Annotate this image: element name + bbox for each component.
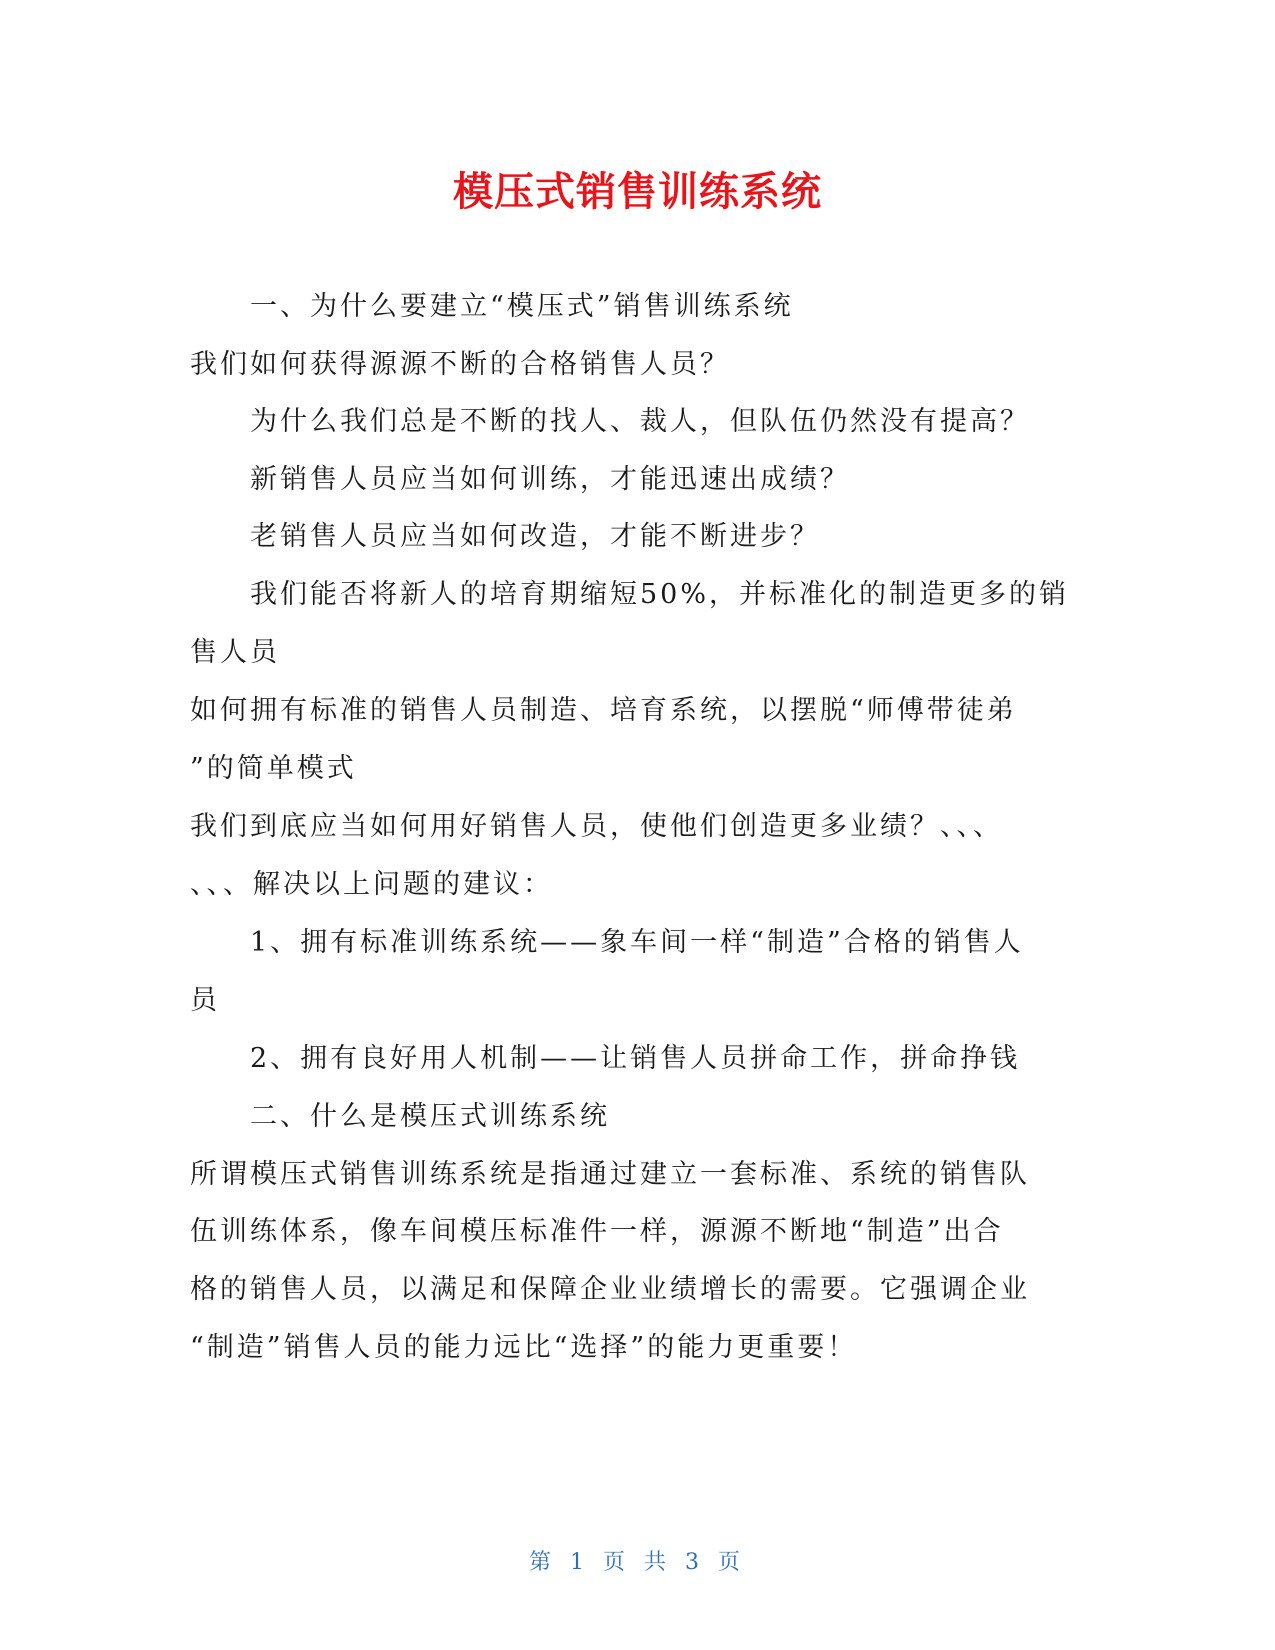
body-line: 我们如何获得源源不断的合格销售人员？ [190, 349, 730, 380]
body-line: 员 [190, 985, 220, 1016]
body-line: 我们能否将新人的培育期缩短50%，并标准化的制造更多的销 [250, 579, 1070, 610]
body-line: 2、拥有良好用人机制——让销售人员拼命工作，拼命挣钱 [250, 1043, 1021, 1074]
body-line: 老销售人员应当如何改造，才能不断进步？ [250, 521, 820, 552]
body-line: 格的销售人员，以满足和保障企业业绩增长的需要。它强调企业 [190, 1274, 1030, 1305]
body-line: 售人员 [190, 637, 280, 668]
body-line: ”的简单模式 [190, 753, 357, 784]
body-line: 、、、解决以上问题的建议： [190, 869, 553, 900]
page-footer: 第 1 页 共 3 页 [529, 1550, 746, 1575]
body-line: 新销售人员应当如何训练，才能迅速出成绩？ [250, 464, 850, 495]
body-line: 1、拥有标准训练系统——象车间一样“制造”合格的销售人 [250, 927, 1024, 958]
body-line: 为什么我们总是不断的找人、裁人，但队伍仍然没有提高？ [250, 406, 1030, 437]
body-line: 所谓模压式销售训练系统是指通过建立一套标准、系统的销售队 [190, 1159, 1030, 1190]
body-line: 我们到底应当如何用好销售人员，使他们创造更多业绩？、、、 [190, 811, 1003, 842]
body-line: “制造”销售人员的能力远比“选择”的能力更重要！ [190, 1332, 858, 1363]
body-line: 如何拥有标准的销售人员制造、培育系统，以摆脱“师傅带徒弟 [190, 695, 1017, 726]
body-line: 伍训练体系，像车间模压标准件一样，源源不断地“制造”出合 [190, 1216, 1004, 1247]
section-heading-1: 一、为什么要建立“模压式”销售训练系统 [250, 291, 794, 322]
section-heading-2: 二、什么是模压式训练系统 [250, 1101, 610, 1132]
document-title: 模压式销售训练系统 [453, 169, 822, 215]
